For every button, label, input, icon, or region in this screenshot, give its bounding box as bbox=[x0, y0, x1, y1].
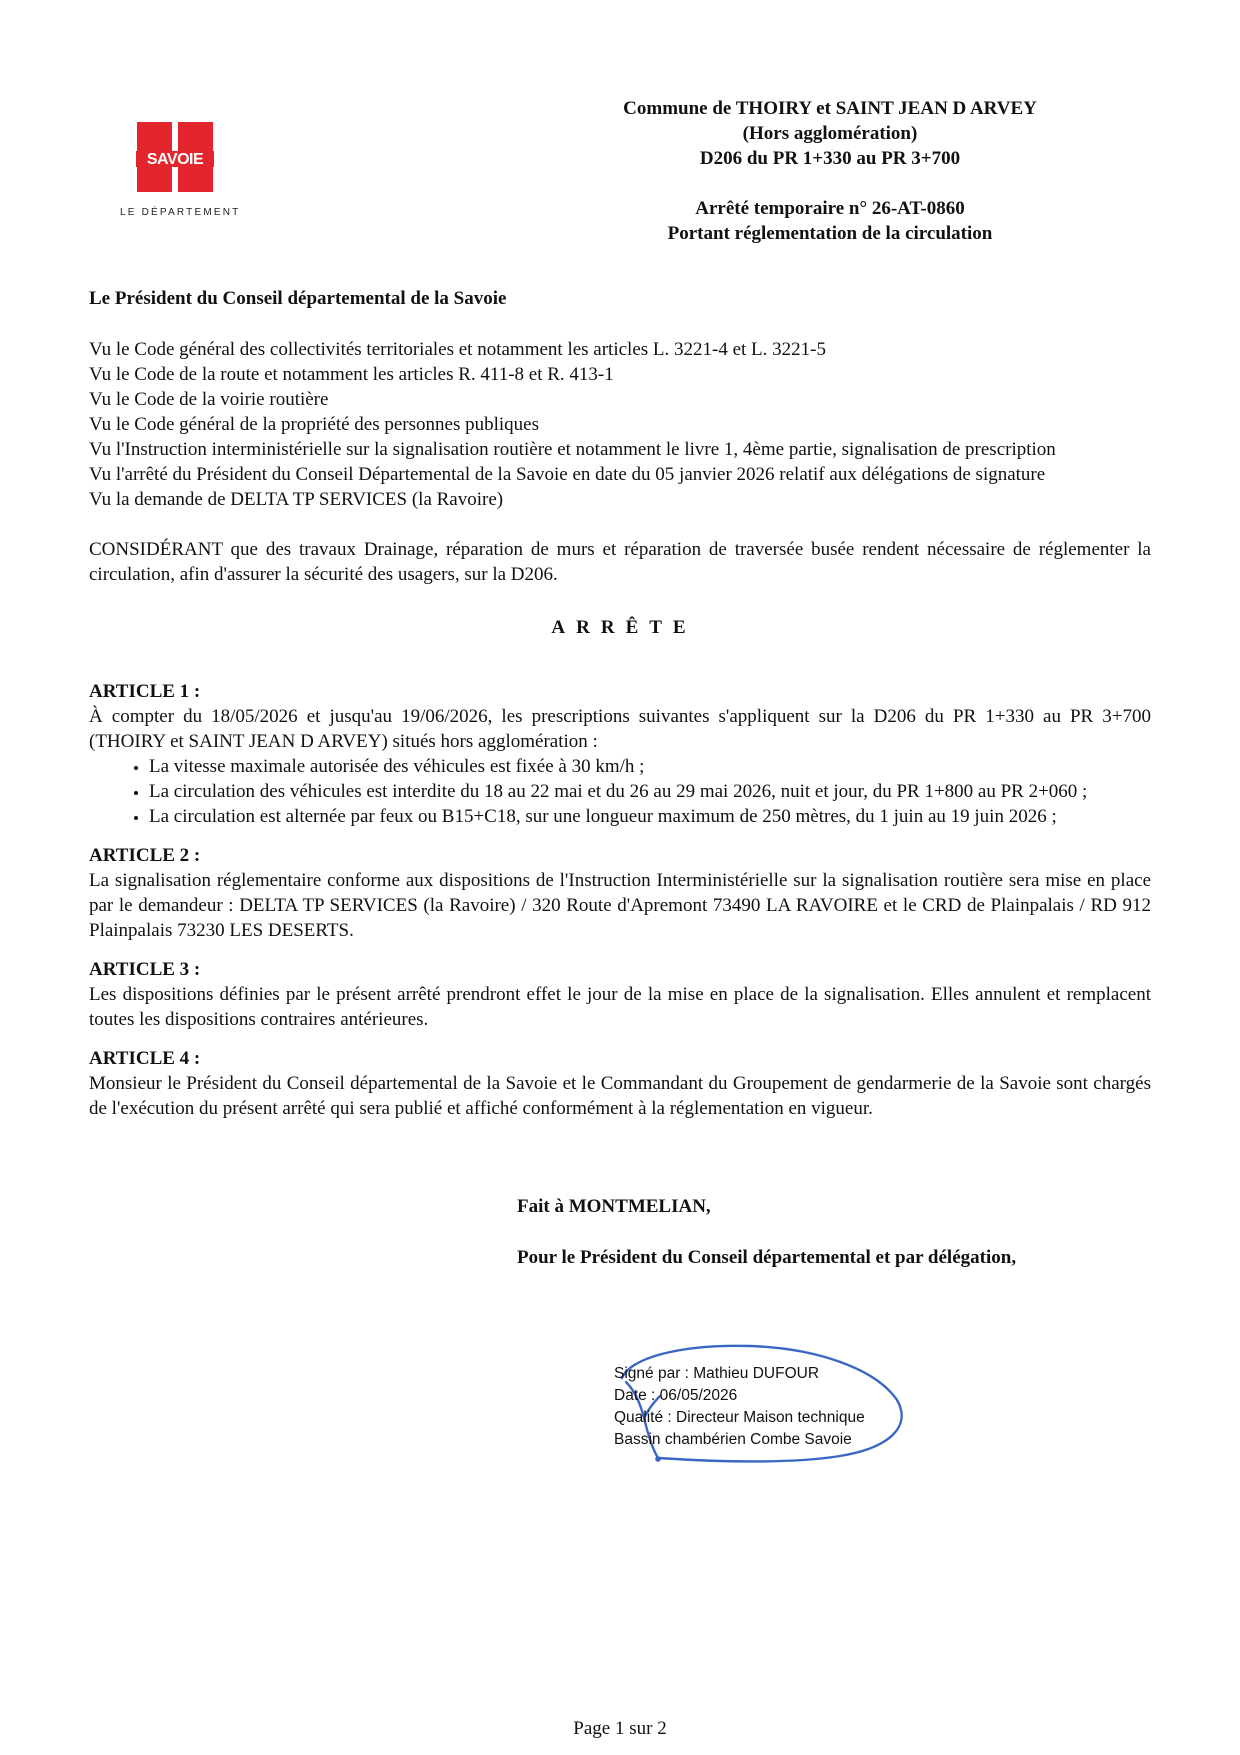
document-header bbox=[580, 96, 1080, 246]
signature-role: Qualité : Directeur Maison technique bbox=[614, 1409, 865, 1426]
considerant-paragraph: CONSIDÉRANT que des travaux Drainage, réparation de murs et réparation de traversée busée rendent nécessaire de réglementer la circulation, afin d'assurer la sécurité des usagers, sur la D206. bbox=[89, 539, 1151, 585]
vu-item: Vu l'arrêté du Président du Conseil Départemental de la Savoie en date du 05 janvier 2026 relatif aux délégations de signature bbox=[89, 464, 1046, 485]
article-1-bullets bbox=[89, 754, 1151, 829]
delegation-line: Pour le Président du Conseil départemental et par délégation, bbox=[517, 1247, 1017, 1268]
signature-signer: Signé par : Mathieu DUFOUR bbox=[614, 1365, 820, 1382]
article-3 bbox=[89, 957, 1151, 1032]
article-text: Monsieur le Président du Conseil départemental de la Savoie et le Commandant du Groupement de gendarmerie de la Savoie sont chargés de l'exécution du présent arrêté qui sera publié et affiché conformément à la réglementation en vigueur. bbox=[89, 1073, 1151, 1119]
article-text: À compter du 18/05/2026 et jusqu'au 19/06/2026, les prescriptions suivantes s'appliquent sur la D206 du PR 1+330 au PR 3+700 (THOIRY et SAINT JEAN D ARVEY) situés hors agglomération : bbox=[89, 706, 1151, 752]
header-road: D206 du PR 1+330 au PR 3+700 bbox=[699, 148, 961, 169]
bullet-item: • La circulation des véhicules est interdite du 18 au 22 mai et du 26 au 29 mai 2026, nuit et jour, du PR 1+800 au PR 2+060 ; bbox=[149, 779, 1151, 804]
fait-a-line: Fait à MONTMELIAN, bbox=[517, 1196, 711, 1217]
article-title: ARTICLE 4 : bbox=[89, 1048, 201, 1069]
arrete-heading: ARRÊTE bbox=[551, 617, 697, 638]
vu-item: Vu le Code général des collectivités territoriales et notamment les articles L. 3221-4 et L. 3221-5 bbox=[89, 339, 826, 360]
president-heading: Le Président du Conseil départemental de la Savoie bbox=[89, 288, 507, 309]
article-title: ARTICLE 2 : bbox=[89, 845, 201, 866]
vu-item: Vu la demande de DELTA TP SERVICES (la Ravoire) bbox=[89, 489, 504, 510]
vu-item: Vu l'Instruction interministérielle sur la signalisation routière et notamment le livre 1, 4ème partie, signalisation de prescription bbox=[89, 439, 1056, 460]
vu-item: Vu le Code général de la propriété des personnes publiques bbox=[89, 414, 539, 435]
article-4 bbox=[89, 1046, 1151, 1121]
article-text: La signalisation réglementaire conforme aux dispositions de l'Instruction Interministérielle sur la signalisation routière sera mise en place par le demandeur : DELTA TP SERVICES (la Ravoire) / 320 Route d'Apremont 73490 LA RAVOIRE et le CRD de Plainpalais / RD 912 Plainpalais 73230 LES DESERTS. bbox=[89, 870, 1151, 941]
electronic-signature-block bbox=[614, 1363, 934, 1451]
articles bbox=[89, 679, 1151, 1121]
signature-unit: Bassin chambérien Combe Savoie bbox=[614, 1431, 852, 1448]
signature-date: Date : 06/05/2026 bbox=[614, 1387, 738, 1404]
vu-list bbox=[89, 337, 1151, 512]
vu-item: Vu le Code de la route et notamment les articles R. 411-8 et R. 413-1 bbox=[89, 364, 614, 385]
header-subject: Portant réglementation de la circulation bbox=[667, 223, 993, 244]
header-zone: (Hors agglomération) bbox=[742, 123, 918, 144]
bullet-item: • La circulation est alternée par feux ou B15+C18, sur une longueur maximum de 250 mètres, du 1 juin au 19 juin 2026 ; bbox=[149, 804, 1151, 829]
article-text: Les dispositions définies par le présent arrêté prendront effet le jour de la mise en place de la signalisation. Elles annulent et remplacent toutes les dispositions contraires antérieures. bbox=[89, 984, 1151, 1030]
article-title: ARTICLE 3 : bbox=[89, 959, 201, 980]
savoie-logo bbox=[118, 122, 241, 218]
logo-subtitle: LE DÉPARTEMENT bbox=[120, 207, 241, 218]
article-title: ARTICLE 1 : bbox=[89, 681, 201, 702]
header-arrete-number: Arrêté temporaire n° 26-AT-0860 bbox=[695, 198, 965, 219]
vu-item: Vu le Code de la voirie routière bbox=[89, 389, 329, 410]
page-number: Page 1 sur 2 bbox=[573, 1718, 667, 1739]
savoie-cross-icon bbox=[118, 122, 218, 202]
article-1 bbox=[89, 679, 1151, 829]
document-body bbox=[89, 286, 1151, 1121]
header-commune: Commune de THOIRY et SAINT JEAN D ARVEY bbox=[623, 98, 1037, 119]
bullet-item: • La vitesse maximale autorisée des véhicules est fixée à 30 km/h ; bbox=[149, 754, 1151, 779]
logo-name: SAVOIE bbox=[146, 151, 204, 168]
article-2 bbox=[89, 843, 1151, 943]
